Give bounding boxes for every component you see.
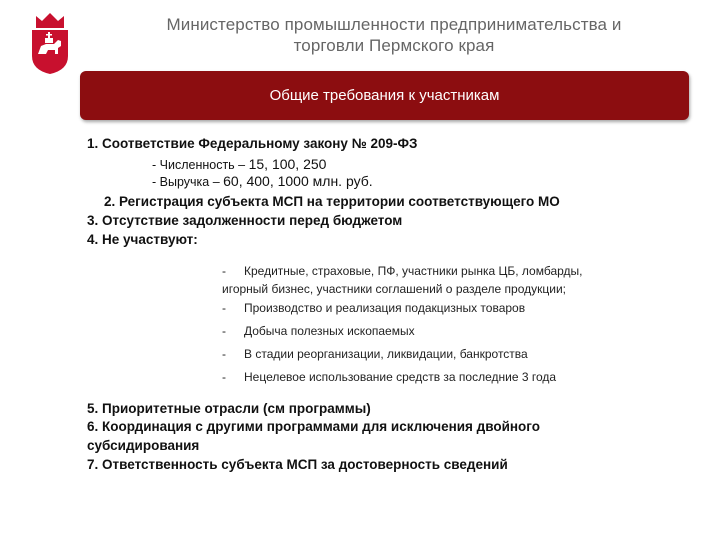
exclusion-dash: -: [222, 347, 226, 361]
exclusion-text-line-1: Кредитные, страховые, ПФ, участники рынка ЦБ, ломбарды,: [244, 264, 583, 278]
requirement-2: 2. Регистрация субъекта МСП на территории соответствующего МО: [104, 194, 560, 209]
requirement-5: 5. Приоритетные отрасли (см программы): [87, 401, 371, 416]
exclusion-dash: -: [222, 301, 226, 315]
header-title-line-2: торговли Пермского края: [293, 36, 495, 55]
revenue-label: - Выручка –: [152, 175, 224, 189]
revenue-values: 60, 400, 1000 млн. руб.: [223, 173, 373, 189]
exclusion-text: Производство и реализация подакцизных товаров: [244, 301, 526, 315]
exclusion-item: [222, 301, 525, 315]
exclusion-item: [222, 347, 528, 361]
requirement-3: 3. Отсутствие задолженности перед бюджетом: [87, 213, 403, 228]
exclusion-dash: -: [222, 324, 226, 338]
requirement-1-revenue: [152, 173, 373, 189]
headcount-values: 15, 100, 250: [248, 156, 327, 172]
headcount-label: - Численность –: [152, 158, 249, 172]
exclusion-dash: -: [222, 370, 226, 384]
requirement-1: 1. Соответствие Федеральному закону № 209-ФЗ: [87, 136, 418, 151]
requirement-6-line-1: 6. Координация с другими программами для исключения двойного: [87, 419, 540, 434]
exclusion-text: В стадии реорганизации, ликвидации, банкротства: [244, 347, 528, 361]
exclusion-item: [222, 262, 662, 298]
requirement-6-line-2: субсидирования: [87, 438, 200, 453]
exclusion-item: [222, 370, 556, 384]
requirement-7: 7. Ответственность субъекта МСП за достоверность сведений: [87, 457, 508, 472]
exclusion-dash: -: [222, 264, 226, 278]
exclusion-text: Нецелевое использование средств за последние 3 года: [244, 370, 557, 384]
section-title: Общие требования к участникам: [269, 87, 500, 104]
requirement-4: 4. Не участвуют:: [87, 232, 198, 247]
exclusion-text: Добыча полезных ископаемых: [244, 324, 415, 338]
exclusion-text-line-2: игорный бизнес, участники соглашений о разделе продукции;: [222, 282, 566, 296]
exclusion-item: [222, 324, 415, 338]
header-title-line-1: Министерство промышленности предпринимательства и: [166, 15, 622, 34]
requirement-1-headcount: [152, 156, 326, 172]
